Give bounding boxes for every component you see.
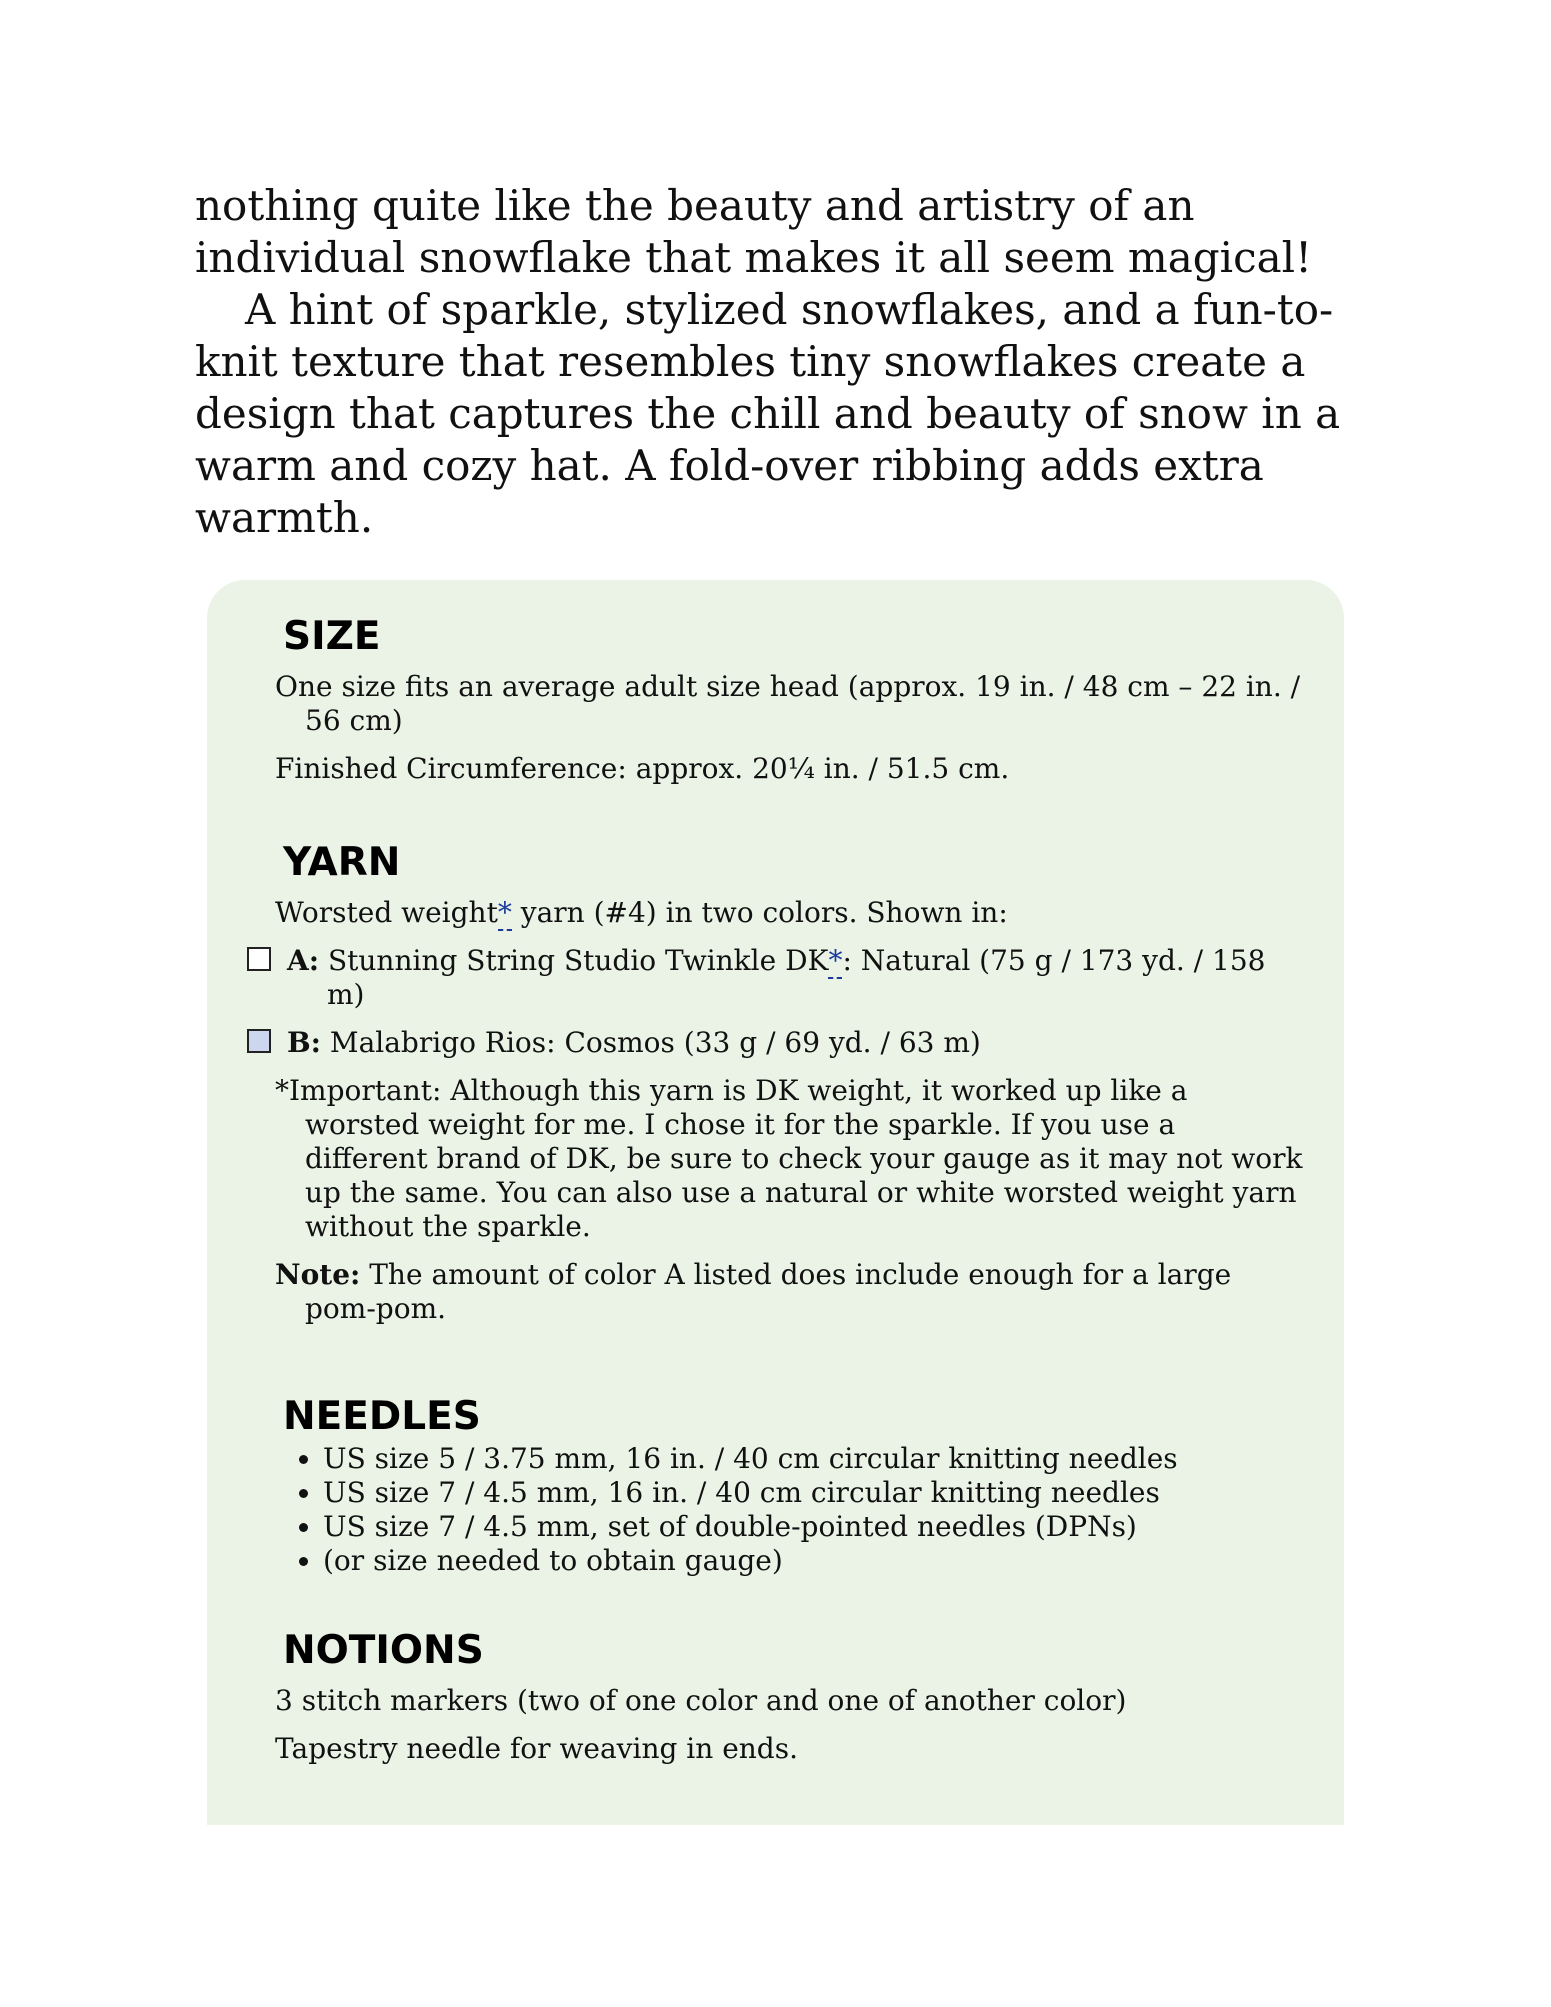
- note-label: Note:: [275, 1258, 361, 1291]
- color-b-label: B:: [287, 1026, 322, 1059]
- yarn-intro-text: Worsted weight: [275, 896, 498, 929]
- color-a-swatch: [247, 947, 271, 971]
- yarn-note: [275, 1258, 1305, 1326]
- color-b-text: Malabrigo Rios: Cosmos (33 g / 69 yd. / 63 m): [321, 1026, 981, 1059]
- color-b-swatch: [247, 1029, 271, 1053]
- notions-section: [275, 1628, 1305, 1780]
- intro-paragraph-1: nothing quite like the beauty and artistry of an individual snowflake that makes it all seem magical!: [195, 181, 1312, 282]
- needles-heading: NEEDLES: [283, 1394, 481, 1439]
- yarn-heading: YARN: [283, 840, 401, 885]
- yarn-section: [275, 840, 1305, 1340]
- pattern-details-box: [207, 580, 1344, 1825]
- size-section: [275, 614, 1305, 800]
- color-a-footnote-link[interactable]: *: [828, 944, 843, 977]
- yarn-footnote-link[interactable]: *: [497, 896, 512, 929]
- finished-circumference: Finished Circumference: approx. 20¼ in. / 51.5 cm.: [275, 752, 1010, 785]
- yarn-intro-text-end: yarn (#4) in two colors. Shown in:: [511, 896, 1008, 929]
- stitch-markers: 3 stitch markers (two of one color and one of another color): [275, 1684, 1127, 1717]
- size-heading: SIZE: [283, 614, 381, 659]
- size-fit: One size fits an average adult size head (approx. 19 in. / 48 cm – 22 in. / 56 cm): [275, 670, 1301, 737]
- list-item: • US size 5 / 3.75 mm, 16 in. / 40 cm circular knitting needles: [323, 1442, 1305, 1476]
- yarn-color-b: [247, 1026, 1305, 1060]
- needles-section: [275, 1394, 1305, 1578]
- color-a-text-end: : Natural (75 g / 173 yd. / 158 m): [327, 944, 1266, 1011]
- yarn-color-a: [247, 944, 1305, 1012]
- notions-heading: NOTIONS: [283, 1628, 484, 1673]
- yarn-intro: [275, 896, 1305, 930]
- list-item: • (or size needed to obtain gauge): [323, 1544, 1305, 1578]
- list-item: • US size 7 / 4.5 mm, 16 in. / 40 cm circular knitting needles: [323, 1476, 1305, 1510]
- tapestry-needle: Tapestry needle for weaving in ends.: [275, 1732, 798, 1765]
- note-text: The amount of color A listed does include enough for a large pom-pom.: [305, 1258, 1232, 1325]
- needles-list: [275, 1442, 1305, 1578]
- color-a-text: Stunning String Studio Twinkle DK: [319, 944, 829, 977]
- yarn-important-note: *Important: Although this yarn is DK weight, it worked up like a worsted weight for me. I chose it for the sparkle. If you use a different brand of DK, be sure to check your gauge as it may not work up the same. You can also use a natural or white worsted weight yarn without the sparkle.: [275, 1074, 1303, 1243]
- intro-paragraph-2: A hint of sparkle, stylized snowflakes, and a fun-to-knit texture that resembles tiny snowflakes create a design that captures the chill and beauty of snow in a warm and cozy hat. A fold-over ribbing adds extra warmth.: [195, 285, 1341, 542]
- intro-text: [195, 180, 1385, 544]
- list-item: • US size 7 / 4.5 mm, set of double-pointed needles (DPNs): [323, 1510, 1305, 1544]
- color-a-label: A:: [287, 944, 320, 977]
